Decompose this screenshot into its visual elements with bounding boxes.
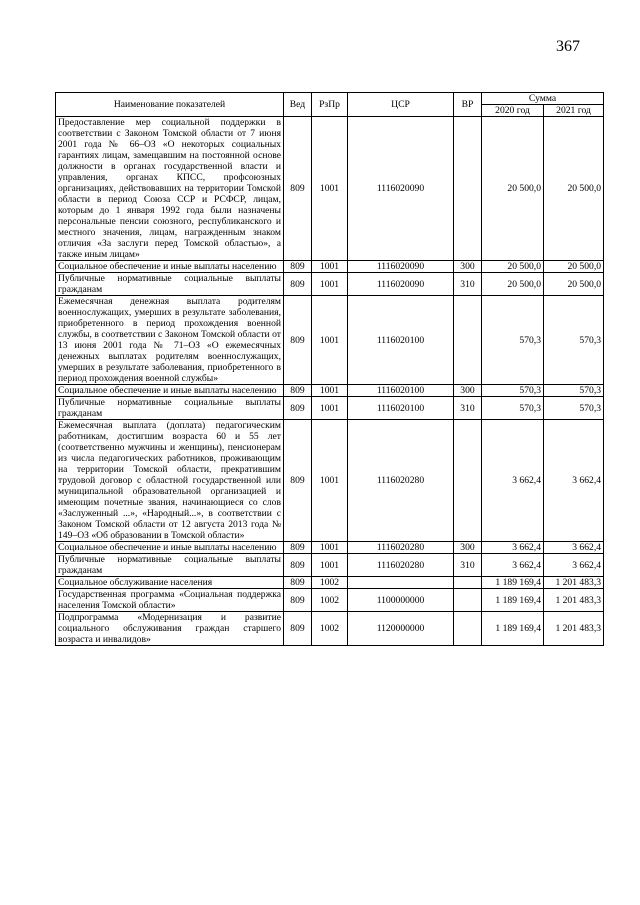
- cell-s2020: 20 500,0: [482, 261, 544, 273]
- cell-s2020: 20 500,0: [482, 117, 544, 261]
- cell-rzpr: 1001: [312, 385, 348, 397]
- cell-rzpr: 1001: [312, 261, 348, 273]
- cell-s2021: 570,3: [544, 397, 604, 420]
- cell-vr: [454, 296, 482, 385]
- cell-rzpr: 1001: [312, 420, 348, 542]
- table-body: [56, 117, 604, 646]
- cell-vr: 310: [454, 397, 482, 420]
- cell-rzpr: 1001: [312, 554, 348, 577]
- cell-name: Социальное обслуживание населения: [56, 577, 284, 589]
- cell-csr: 1116020280: [348, 542, 454, 554]
- cell-s2021: 1 201 483,3: [544, 577, 604, 589]
- cell-name: Ежемесячная выплата (доплата) педагогическим работникам, достигшим возраста 60 и 55 лет (соответственно мужчины и женщины), пенсионерам из числа педагогических работников, проживающим на территории Томской области, прекратившим трудовой договор с областной государственной или муниципальной образовательной организацией и имеющим почетные звания, начинающиеся со слов «Заслуженный ...», «Народный...», в соответствии с Законом Томской области от 12 августа 2013 года № 149–ОЗ «Об образовании в Томской области»: [56, 420, 284, 542]
- cell-ved: 809: [284, 542, 312, 554]
- cell-vr: [454, 117, 482, 261]
- cell-vr: 310: [454, 273, 482, 296]
- cell-rzpr: 1002: [312, 589, 348, 612]
- table-row: [56, 397, 604, 420]
- cell-rzpr: 1001: [312, 542, 348, 554]
- cell-ved: 809: [284, 385, 312, 397]
- cell-rzpr: 1002: [312, 612, 348, 646]
- cell-ved: 809: [284, 420, 312, 542]
- cell-vr: 300: [454, 542, 482, 554]
- cell-s2021: 570,3: [544, 385, 604, 397]
- cell-name: Социальное обеспечение и иные выплаты населению: [56, 542, 284, 554]
- table-row: [56, 542, 604, 554]
- table-row: [56, 420, 604, 542]
- table-row: [56, 612, 604, 646]
- cell-vr: [454, 420, 482, 542]
- cell-ved: 809: [284, 554, 312, 577]
- table-row: [56, 554, 604, 577]
- cell-s2020: 3 662,4: [482, 554, 544, 577]
- cell-s2020: 1 189 169,4: [482, 577, 544, 589]
- table-row: [56, 385, 604, 397]
- cell-rzpr: 1002: [312, 577, 348, 589]
- cell-csr: 1116020100: [348, 385, 454, 397]
- cell-vr: 310: [454, 554, 482, 577]
- cell-rzpr: 1001: [312, 117, 348, 261]
- header-2021: 2021 год: [544, 105, 604, 117]
- cell-csr: 1116020090: [348, 273, 454, 296]
- cell-s2020: 1 189 169,4: [482, 612, 544, 646]
- cell-ved: 809: [284, 612, 312, 646]
- budget-table: [55, 92, 604, 646]
- cell-ved: 809: [284, 589, 312, 612]
- cell-s2021: 1 201 483,3: [544, 612, 604, 646]
- cell-vr: [454, 612, 482, 646]
- cell-ved: 809: [284, 296, 312, 385]
- cell-s2020: 570,3: [482, 397, 544, 420]
- cell-s2020: 20 500,0: [482, 273, 544, 296]
- cell-name: Предоставление мер социальной поддержки в соответствии с Законом Томской области от 7 июня 2001 года № 66–ОЗ «О некоторых социальных гарантиях лицам, замещавшим на постоянной основе должности в органах государственной власти и управления, органах КПСС, профсоюзных организациях, действовавших на территории Томской области в период Союза ССР и РСФСР, лицам, которым до 1 января 1992 года были назначены персональные пенсии союзного, республиканского и местного значения, лицам, награжденным знаком отличия «За заслуги перед Томской областью», а также иным лицам»: [56, 117, 284, 261]
- cell-rzpr: 1001: [312, 296, 348, 385]
- cell-s2021: 20 500,0: [544, 261, 604, 273]
- table-row: [56, 261, 604, 273]
- cell-ved: 809: [284, 397, 312, 420]
- header-rzpr: РзПр: [312, 93, 348, 117]
- cell-s2021: 3 662,4: [544, 554, 604, 577]
- cell-s2021: 3 662,4: [544, 542, 604, 554]
- page-number: 367: [556, 38, 580, 55]
- cell-name: Государственная программа «Социальная поддержка населения Томской области»: [56, 589, 284, 612]
- cell-s2021: 20 500,0: [544, 117, 604, 261]
- cell-vr: 300: [454, 261, 482, 273]
- cell-csr: 1116020100: [348, 296, 454, 385]
- cell-s2021: 1 201 483,3: [544, 589, 604, 612]
- cell-vr: [454, 589, 482, 612]
- cell-csr: 1116020090: [348, 117, 454, 261]
- cell-s2020: 570,3: [482, 296, 544, 385]
- cell-s2020: 1 189 169,4: [482, 589, 544, 612]
- cell-csr: 1116020100: [348, 397, 454, 420]
- cell-s2021: 570,3: [544, 296, 604, 385]
- cell-name: Публичные нормативные социальные выплаты гражданам: [56, 273, 284, 296]
- cell-ved: 809: [284, 273, 312, 296]
- cell-s2021: 3 662,4: [544, 420, 604, 542]
- cell-csr: 1116020280: [348, 554, 454, 577]
- cell-vr: [454, 577, 482, 589]
- table-row: [56, 296, 604, 385]
- cell-name: Социальное обеспечение и иные выплаты населению: [56, 261, 284, 273]
- cell-s2021: 20 500,0: [544, 273, 604, 296]
- cell-ved: 809: [284, 261, 312, 273]
- cell-name: Социальное обеспечение и иные выплаты населению: [56, 385, 284, 397]
- cell-ved: 809: [284, 577, 312, 589]
- cell-name: Подпрограмма «Модернизация и развитие социального обслуживания граждан старшего возраста и инвалидов»: [56, 612, 284, 646]
- header-csr: ЦСР: [348, 93, 454, 117]
- table-row: [56, 577, 604, 589]
- table-row: [56, 589, 604, 612]
- cell-s2020: 3 662,4: [482, 542, 544, 554]
- cell-csr: 1100000000: [348, 589, 454, 612]
- cell-rzpr: 1001: [312, 273, 348, 296]
- cell-csr: 1120000000: [348, 612, 454, 646]
- header-vr: ВР: [454, 93, 482, 117]
- header-ved: Вед: [284, 93, 312, 117]
- header-2020: 2020 год: [482, 105, 544, 117]
- cell-vr: 300: [454, 385, 482, 397]
- cell-csr: [348, 577, 454, 589]
- cell-name: Публичные нормативные социальные выплаты гражданам: [56, 397, 284, 420]
- cell-name: Публичные нормативные социальные выплаты гражданам: [56, 554, 284, 577]
- cell-s2020: 3 662,4: [482, 420, 544, 542]
- cell-name: Ежемесячная денежная выплата родителям военнослужащих, умерших в результате заболевания, приобретенного в период прохождения военной службы, в соответствии с Законом Томской области от 13 июня 2001 года № 71–ОЗ «О ежемесячных денежных выплатах родителям военнослужащих, умерших в результате заболевания, приобретенного в период прохождения военной службы»: [56, 296, 284, 385]
- table-row: [56, 273, 604, 296]
- cell-csr: 1116020280: [348, 420, 454, 542]
- header-sum: Сумма: [482, 93, 604, 105]
- header-name: Наименование показателей: [56, 93, 284, 117]
- cell-csr: 1116020090: [348, 261, 454, 273]
- cell-ved: 809: [284, 117, 312, 261]
- table-row: [56, 117, 604, 261]
- cell-s2020: 570,3: [482, 385, 544, 397]
- cell-rzpr: 1001: [312, 397, 348, 420]
